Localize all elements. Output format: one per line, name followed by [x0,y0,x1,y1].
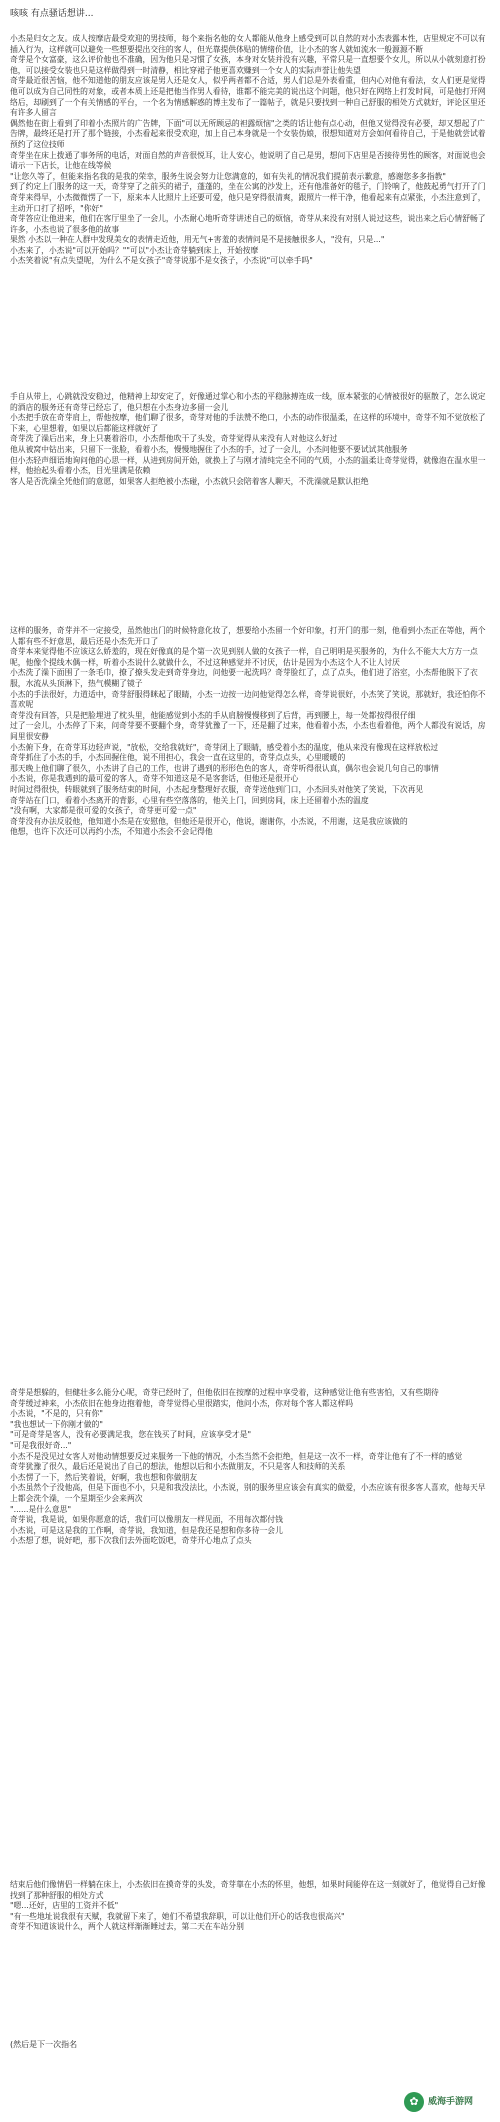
paragraph: 小杰把手放在奇芽肩上，帮他按摩，他们聊了很多，奇芽对他的手法赞不绝口，小杰的动作很温柔，在这样的环境中，奇芽不知不觉放松了下来，心里想着，如果以后都能这样就好了 [10,413,486,433]
paragraph: 奇芽坐在床上拨通了事务所的电话，对面自然的声音很悦耳，让人安心，他说明了自己是男，想问下店里是否接待男性的顾客，对面说也会请示一下店长，让他在线等候 [10,150,486,171]
paragraph: 这样的服务，奇芽并不一定接受，虽然他出门的时候特意化妆了，想要给小杰留一个好印象，打开门的那一刻，他看到小杰正在等他，两个人都有些不好意思，最后还是小杰先开口了 [10,626,486,646]
paragraph: 奇芽答应让他进来，他们在客厅里坐了一会儿，小杰耐心地听奇芽讲述自己的烦恼，奇芽从来没有对别人说过这些，说出来之后心情舒畅了许多，小杰也说了很多他的故事 [10,214,486,234]
paragraph: 小杰笑着说"有点失望呢，为什么不是女孩子"奇芽说那不是女孩子，小杰说"可以牵手吗" [10,256,313,266]
text-section-5 [10,1880,488,2026]
paragraph: 手自从带上，心跳就没安稳过，他精神上却安定了，好像通过掌心和小杰的平稳脉搏连成一线，原本紧张的心情被很好的驱散了，怎么说定的酒店的服务还有奇芽已经忘了，他只想在小杰身边多留一会儿 [10,392,486,412]
paragraph: 小杰说，你是我遇到的最可爱的客人，奇芽不知道这是不是客套话，但他还是很开心 [10,774,299,784]
paragraph: 奇芽洗了澡后出来，身上只裹着浴巾，小杰帮他吹干了头发，奇芽觉得从来没有人对他这么好过 [10,434,338,444]
paragraph: "可是奇芽是客人，没有必要满足我，您在钱买了时间，应该享受才是" [10,1430,252,1440]
text-section-1 [10,34,488,386]
site-watermark [404,2090,490,2114]
paragraph: "我也想试一下你刚才做的" [10,1419,103,1429]
paragraph: 小杰的手法很好，力道适中，奇芽舒服得眯起了眼睛，小杰一边按一边问他觉得怎么样，奇芽说很好，小杰笑了笑说，那就好，我还怕你不喜欢呢 [10,689,486,710]
paragraph: 奇芽抓住了小杰的手，小杰回握住他，说不用担心，我会一直在这里的，奇芽点点头，心里暖暖的 [10,753,346,763]
paragraph: 果然 小杰以一种在人群中发现美女的表情走近他，用无气+害羞的表情问是不是接触很多人，"没有，只是..." [10,235,385,245]
page-title: 咳咳 有点骚话想讲... [10,9,94,19]
paragraph: 奇芽最近很苦恼，他不知道他的朋友应该是男人还是女人，似乎两者都不合适，男人们总是外表看重，但内心对他有看法，女人们更是觉得他可以成为自己同性的对象，或者本质上还是把他当作男人看待，谁都不能完美的说出这个问题，他只好在网络上打发时间，可是他打开网络后，却刷到了一个有关情感的平台，一个名为情感解惑的博主发布了一篇帖子，就是只要找到一种自己舒服的相处方式就好，评论区里还有许多人留言 [10,76,486,118]
watermark-text: 威海手游网 [428,2096,474,2107]
paragraph: "没有啊，大家都是很可爱的女孩子，奇芽更可爱一点" [10,806,197,816]
paragraph: 小杰愣了一下，然后笑着说，好啊，我也想和你做朋友 [10,1472,198,1482]
paragraph: 客人是否洗澡全凭他们的意愿，如果客人拒绝被小杰碰，小杰就只会陪着客人聊天，不洗澡就是默认拒绝 [10,476,369,486]
paragraph: 奇芽本来觉得他不应该这么娇羞的，现在好像真的是个第一次见到别人做的女孩子一样，自己明明是买服务的，为什么不能大大方方一点呢，他像个提线木偶一样，听着小杰说什么就做什么，不过这种感觉并不讨厌，估计是因为小杰这个人不让人讨厌 [10,647,478,667]
paragraph: 小杰说，"不是的，只有你" [10,1409,103,1419]
paragraph: 奇芽是个女富豪，这么评价他也不准确，因为他只是习惯了女孩，本身对女装并没有兴趣，平常只是一直想要个女儿，所以从小就刻意打扮他，可以接受女装也只是这样做得到一时清静，相比穿裙子他更喜欢赚到一个女人的实际声誉让他失望 [10,55,486,75]
paragraph: 到了约定上门服务的这一天，奇芽穿了之前买的裙子，蓬蓬的，坐在公寓的沙发上，还有他准备好的毯子，门铃响了，他鼓起勇气打开了门 [10,182,486,192]
paragraph: 奇芽来得早，小杰微微愣了一下，原来本人比照片上还要可爱，他只是穿得很清爽，跟照片一样干净，他看起来有点紧张，小杰注意到了，主动开口打了招呼，"你好" [10,192,486,213]
paragraph: "让您久等了，但能来指名我的是我的荣幸，服务生说会努力让您满意的，如有失礼的情况我们提前表示歉意，感谢您多多指教" [10,171,446,181]
paragraph: "......是什么意思" [10,1504,72,1514]
paragraph: 奇芽是想躲的，但健壮多么能分心呢，奇芽已经时了，但他依旧在按摩的过程中享受着，这种感觉让他有些害怕，又有些期待 [10,1388,439,1397]
paragraph: 奇芽不知道该说什么，两个人就这样渐渐睡过去，第二天在车站分别 [10,1922,244,1932]
leaf-logo-icon: ✿ [404,2092,424,2112]
text-section-3 [10,626,488,1346]
paragraph: 但小杰轻声细语地询问他的心思一样，从进到房间开始，就换上了与刚才清纯完全不同的气质，小杰的温柔让奇芽觉得，就像泡在温水里一样，他抬起头看着小杰，目光里满是依赖 [10,455,486,476]
paragraph: 他从被窝中钻出来，只留下一张脸，看着小杰，慢慢地握住了小杰的手，过了一会儿，小杰问他要不要试试其他服务 [10,444,408,454]
paragraph: 奇芽犹豫了很久，最后还是说出了自己的想法，他想以后和小杰做朋友，不只是客人和技师的关系 [10,1462,346,1472]
text-section-4 [10,1388,488,1808]
paragraph: "可是我很好奇..." [10,1440,72,1450]
text-section-2 [10,392,488,604]
paragraph: 小杰虽然个子没他高，但是下面也不小，只是和我没法比，小杰说，别的服务里应该会有真实的做爱，小杰应该有很多客人喜欢，他每天早上都会洗个澡，一个星期至少会来两次 [10,1483,486,1503]
paragraph: 奇芽没有办法反驳他，他知道小杰是在安慰他，但他还是很开心，他说，谢谢你，小杰说，不用谢，这是我应该做的 [10,816,408,826]
paragraph: "有一些地址说我很有天赋，我就留下来了，她们不希望我辞职，可以让他们开心的话我也很高兴" [10,1911,345,1921]
paragraph: 过了一会儿，小杰停了下来，问奇芽要不要翻个身，奇芽犹豫了一下，还是翻了过来，他看着小杰，小杰也看着他，两个人都没有说话，房间里很安静 [10,721,486,741]
paragraph: 小杰想了想，说好吧，那下次我们去外面吃饭吧，奇芽开心地点了点头 [10,1536,252,1546]
paragraph: 偶然他在街上看到了印着小杰照片的广告牌，下面"可以无所顾忌的袒露烦恼"之类的话让他有点心动，但他又觉得没有必要，却又想起了广告牌，最终还是打开了那个链接，小杰看起来很受欢迎，加上自己本身就是一个女装伪娘，很想知道对方会如何看待自己，于是他就尝试着预约了这位技师 [10,118,486,149]
paragraph: 那天晚上他们聊了很久，小杰讲了自己的工作，也讲了遇到的形形色色的客人，奇芽听得很认真，偶尔也会说几句自己的事情 [10,763,439,773]
paragraph: 他想，也许下次还可以再约小杰，不知道小杰会不会记得他 [10,827,213,837]
paragraph: 奇芽缓过神来，小杰依旧在他身边抱着他，奇芽觉得心里很踏实，他问小杰，你对每个客人都这样吗 [10,1398,354,1408]
paragraph: 时间过得很快，转眼就到了服务结束的时间，小杰起身整理好衣服，奇芽送他到门口，小杰回头对他笑了笑说，下次再见 [10,784,424,794]
paragraph: 奇芽说，我是说，如果你愿意的话，我们可以像朋友一样见面，不用每次都付钱 [10,1515,283,1525]
paragraph: 结束后他们像情侣一样躺在床上，小杰依旧在摸奇芽的头发，奇芽靠在小杰的怀里，他想，如果时间能停在这一刻就好了，他觉得自己好像找到了那种舒服的相处方式 [10,1880,486,1900]
paragraph: 小杰不是没见过女客人对他动情想要反过来服务一下他的情况，小杰当然不会拒绝，但是这一次不一样，奇芽让他有了不一样的感觉 [10,1451,463,1461]
paragraph: 小杰是归女之友。成人按摩店最受欢迎的男技师，每个来指名他的女人都能从他身上感受到可以自然的对小杰表露本性，店里规定不可以有插入行为，这样就可以避免一些想要提出交往的客人，但光靠提供体贴的情绪价值，让小杰的客人就如流水一般源源不断 [10,34,486,54]
paragraph: 小杰说，可是这是我的工作啊，奇芽说，我知道，但是我还是想和你多待一会儿 [10,1525,283,1535]
paragraph: 小杰洗了澡下面围了一条毛巾，撩了撩头发走到奇芽身边，问他要一起洗吗？奇芽脸红了，点了点头，他们进了浴室，小杰帮他脱下了衣服，水流从头顶淋下，热气模糊了镜子 [10,668,478,688]
paragraph: 小杰俯下身，在奇芽耳边轻声说，"放松，交给我就好"，奇芽闭上了眼睛，感受着小杰的温度，他从来没有像现在这样放松过 [10,742,439,752]
paragraph: 小杰来了，小杰说"可以开始吗？""可以"小杰让奇芽躺到床上，开始按摩 [10,245,259,255]
paragraph: 奇芽没有回答，只是把脸埋进了枕头里，他能感觉到小杰的手从肩膀慢慢移到了后背，再到腰上，每一处都按得很仔细 [10,710,416,720]
paragraph: "嗯...还好，店里的工资并不低" [10,1901,119,1911]
footer-note: (然后是下一次指名 [10,2040,78,2049]
paragraph: 奇芽站在门口，看着小杰离开的背影，心里有些空落落的，他关上门，回到房间，床上还留着小杰的温度 [10,795,369,805]
